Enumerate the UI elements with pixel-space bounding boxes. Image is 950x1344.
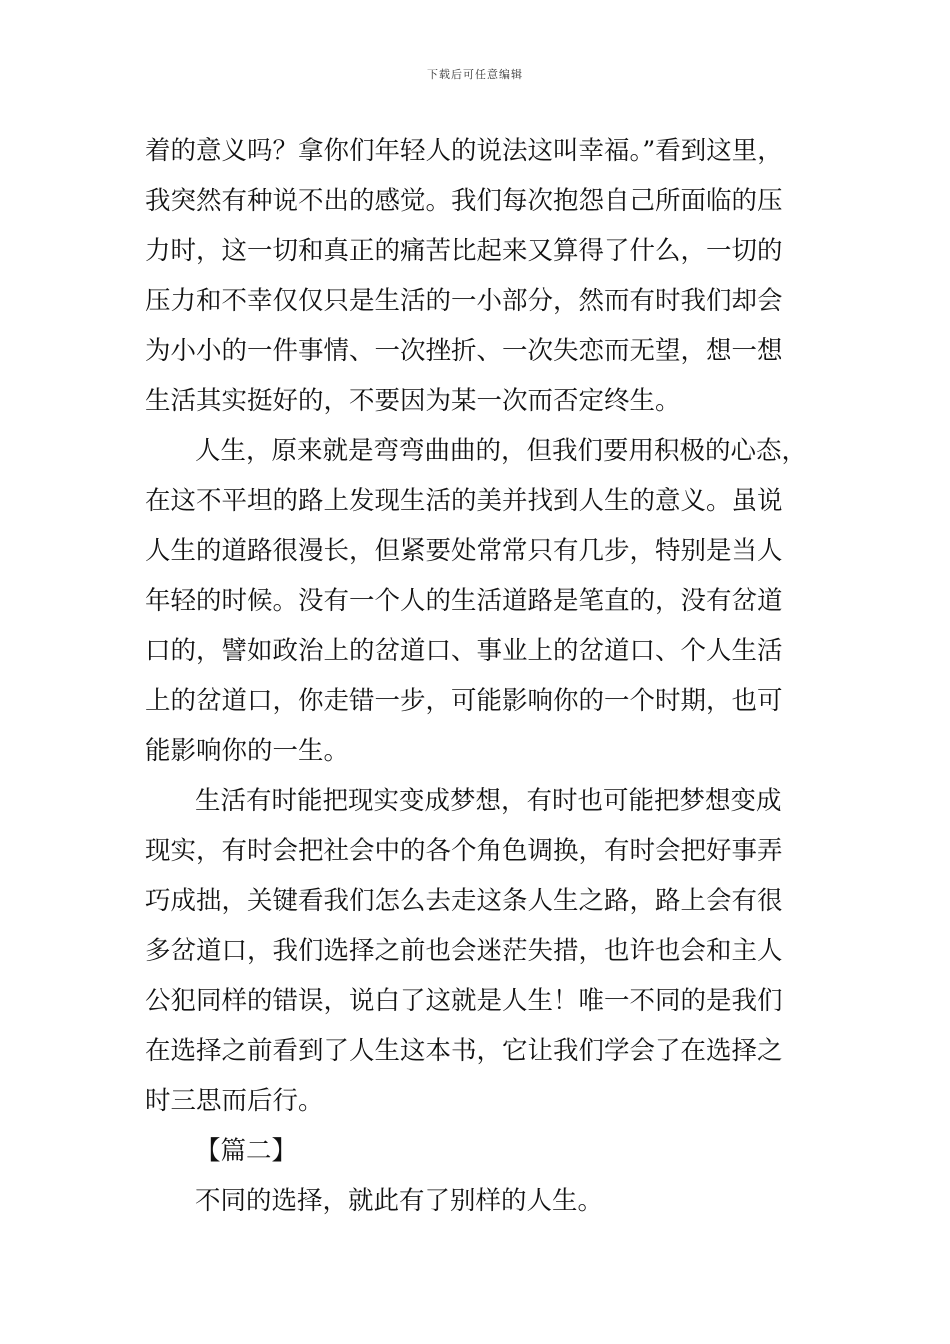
text-line: 在选择之前看到了人生这本书，它让我们学会了在选择之 <box>145 1036 783 1066</box>
text-line: 现实，有时会把社会中的各个角色调换，有时会把好事弄 <box>145 836 783 866</box>
text-line: 时三思而后行。 <box>145 1086 324 1116</box>
text-line: 人生的道路很漫长，但紧要处常常只有几步，特别是当人 <box>145 536 783 566</box>
section-heading: 【篇二】 <box>195 1136 298 1166</box>
text-line: 能影响你的一生。 <box>145 736 350 766</box>
text-line: 我突然有种说不出的感觉。我们每次抱怨自己所面临的压 <box>145 186 783 216</box>
text-line: 年轻的时候。没有一个人的生活道路是笔直的，没有岔道 <box>145 586 783 616</box>
paragraph-start-line: 不同的选择，就此有了别样的人生。 <box>195 1186 604 1216</box>
text-line: 为小小的一件事情、一次挫折、一次失恋而无望，想一想 <box>145 336 783 366</box>
text-line: 生活其实挺好的，不要因为某一次而否定终生。 <box>145 386 681 416</box>
paragraph-start-line: 生活有时能把现实变成梦想，有时也可能把梦想变成 <box>195 786 782 816</box>
page-header: 下载后可任意编辑 <box>427 68 523 81</box>
text-line: 力时，这一切和真正的痛苦比起来又算得了什么，一切的 <box>145 236 783 266</box>
text-line: 着的意义吗？拿你们年轻人的说法这叫幸福。”看到这里， <box>145 136 783 166</box>
text-line: 公犯同样的错误，说白了这就是人生！唯一不同的是我们 <box>145 986 783 1016</box>
text-line: 上的岔道口，你走错一步，可能影响你的一个时期，也可 <box>145 686 783 716</box>
text-line: 巧成拙，关键看我们怎么去走这条人生之路，路上会有很 <box>145 886 783 916</box>
document-body <box>145 126 825 1226</box>
text-line: 口的，譬如政治上的岔道口、事业上的岔道口、个人生活 <box>145 636 783 666</box>
text-line: 压力和不幸仅仅只是生活的一小部分，然而有时我们却会 <box>145 286 783 316</box>
paragraph-start-line: 人生，原来就是弯弯曲曲的，但我们要用积极的心态， <box>195 436 808 466</box>
text-line: 多岔道口，我们选择之前也会迷茫失措，也许也会和主人 <box>145 936 783 966</box>
text-line: 在这不平坦的路上发现生活的美并找到人生的意义。虽说 <box>145 486 783 516</box>
